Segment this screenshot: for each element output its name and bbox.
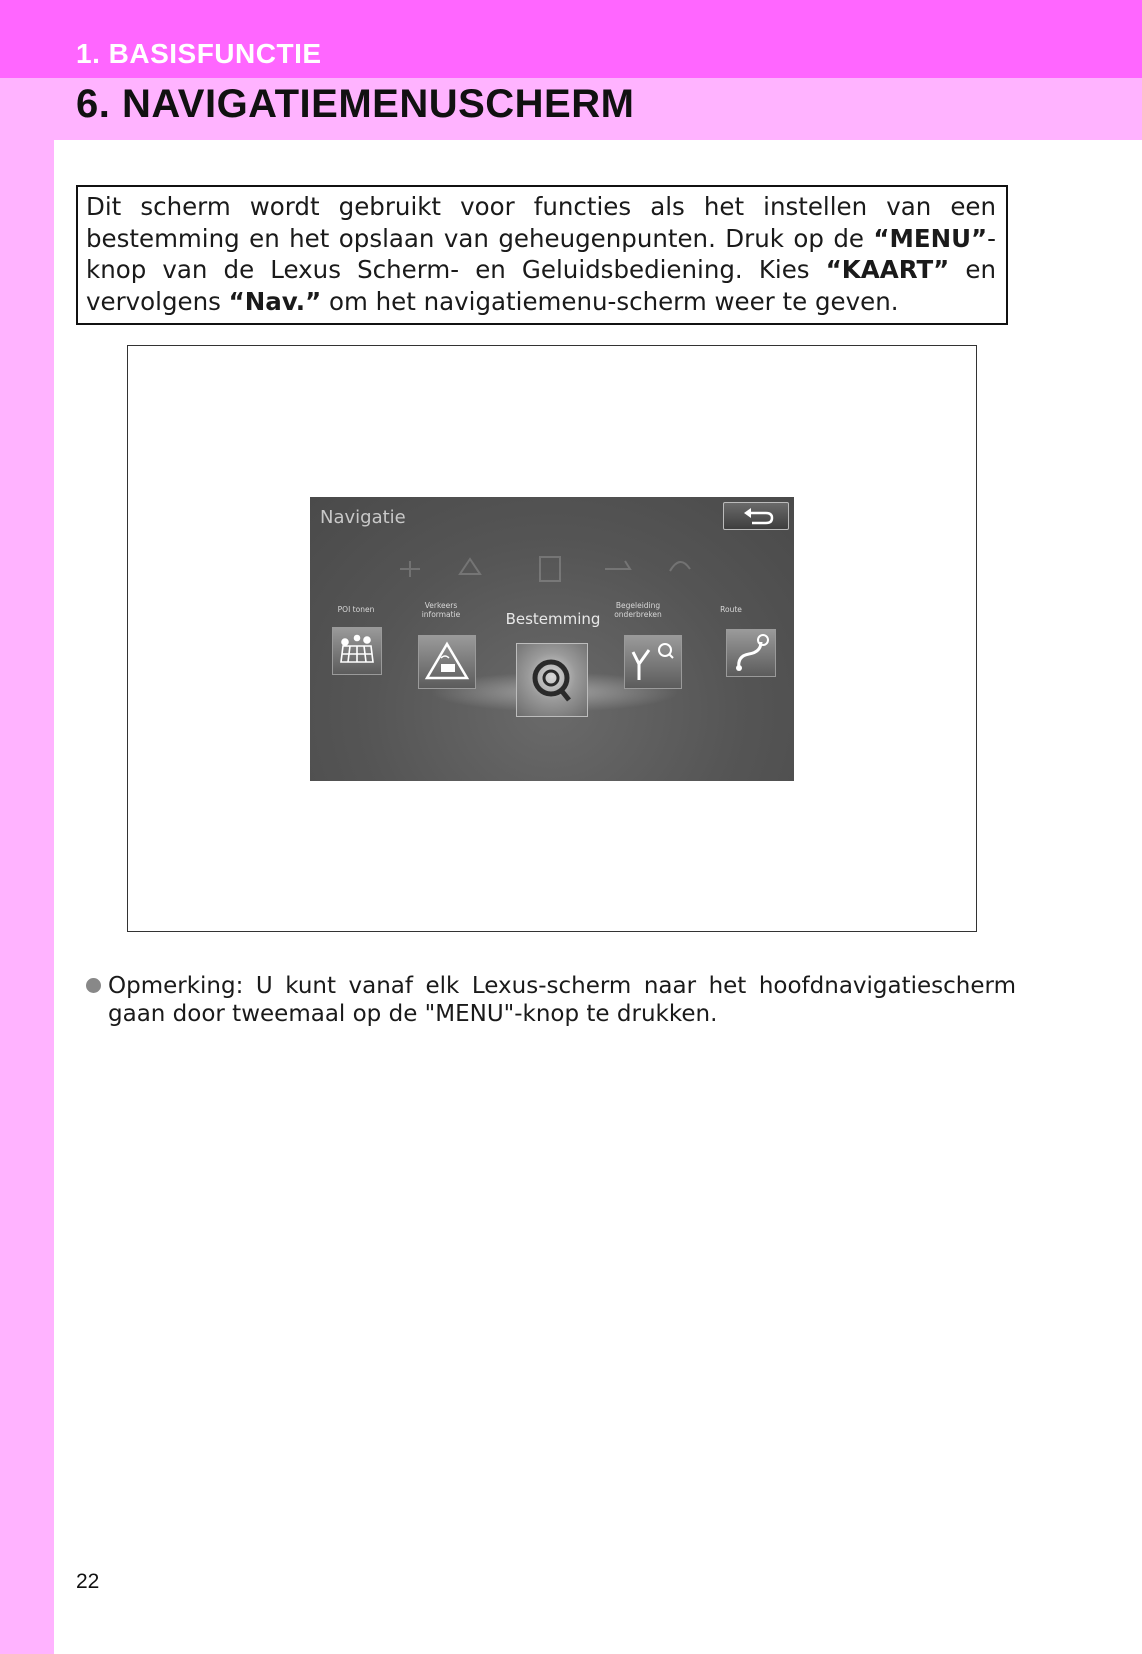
menu-item-traffic[interactable] <box>416 601 466 619</box>
note <box>86 972 1016 1028</box>
page-number: 22 <box>76 1570 100 1593</box>
poi-tile[interactable] <box>332 627 382 675</box>
menu-key-label: “MENU” <box>873 223 988 253</box>
menu-item-route[interactable] <box>706 605 756 614</box>
page-sidebar-band <box>0 0 54 1654</box>
poi-icon <box>333 628 381 674</box>
back-arrow-icon <box>724 503 790 531</box>
guidance-tile[interactable] <box>624 635 682 689</box>
menu-item-destination[interactable] <box>498 610 608 628</box>
menu-item-label: Bestemming <box>505 610 601 628</box>
menu-item-guidance[interactable] <box>610 601 666 619</box>
nav-key-label: “Nav.” <box>228 286 322 316</box>
traffic-warning-icon <box>419 636 475 688</box>
navigation-menu-screen <box>310 497 794 781</box>
destination-tile[interactable] <box>516 643 588 717</box>
menu-item-label: Verkeers informatie <box>421 601 461 619</box>
intro-text-2: -knop van de Lexus Scherm- en Geluidsbediening. Kies <box>86 223 996 284</box>
menu-item-poi[interactable] <box>328 605 384 614</box>
page-title: 6. NAVIGATIEMENUSCHERM <box>76 82 635 126</box>
traffic-tile[interactable] <box>418 635 476 689</box>
destination-search-icon <box>517 644 587 716</box>
screen-title: Navigatie <box>320 507 406 528</box>
chapter-title: 1. BASISFUNCTIE <box>76 38 322 69</box>
intro-text-4: om het navigatiemenu-scherm weer te geven. <box>321 286 899 316</box>
route-tile[interactable] <box>726 629 776 677</box>
route-icon <box>727 630 775 676</box>
back-button[interactable] <box>723 502 789 530</box>
faint-background-icons <box>390 549 730 589</box>
route-guidance-icon <box>625 636 681 688</box>
intro-text-1: Dit scherm wordt gebruikt voor functies als het instellen van een bestemming en het opslaan van geheugenpunten. Druk op de <box>86 192 996 253</box>
bullet-icon <box>86 978 101 993</box>
note-text: Opmerking: U kunt vanaf elk Lexus-scherm naar het hoofdnavigatiescherm gaan door tweemaal op de "MENU"-knop te drukken. <box>108 973 1016 1027</box>
menu-item-label: Route <box>720 605 742 614</box>
kaart-key-label: “KAART” <box>825 255 950 284</box>
menu-item-label: POI tonen <box>337 605 375 614</box>
intro-text-3: en vervolgens <box>86 255 997 316</box>
menu-item-label: Begeleiding onderbreken <box>614 601 662 619</box>
intro-box <box>76 185 1008 325</box>
